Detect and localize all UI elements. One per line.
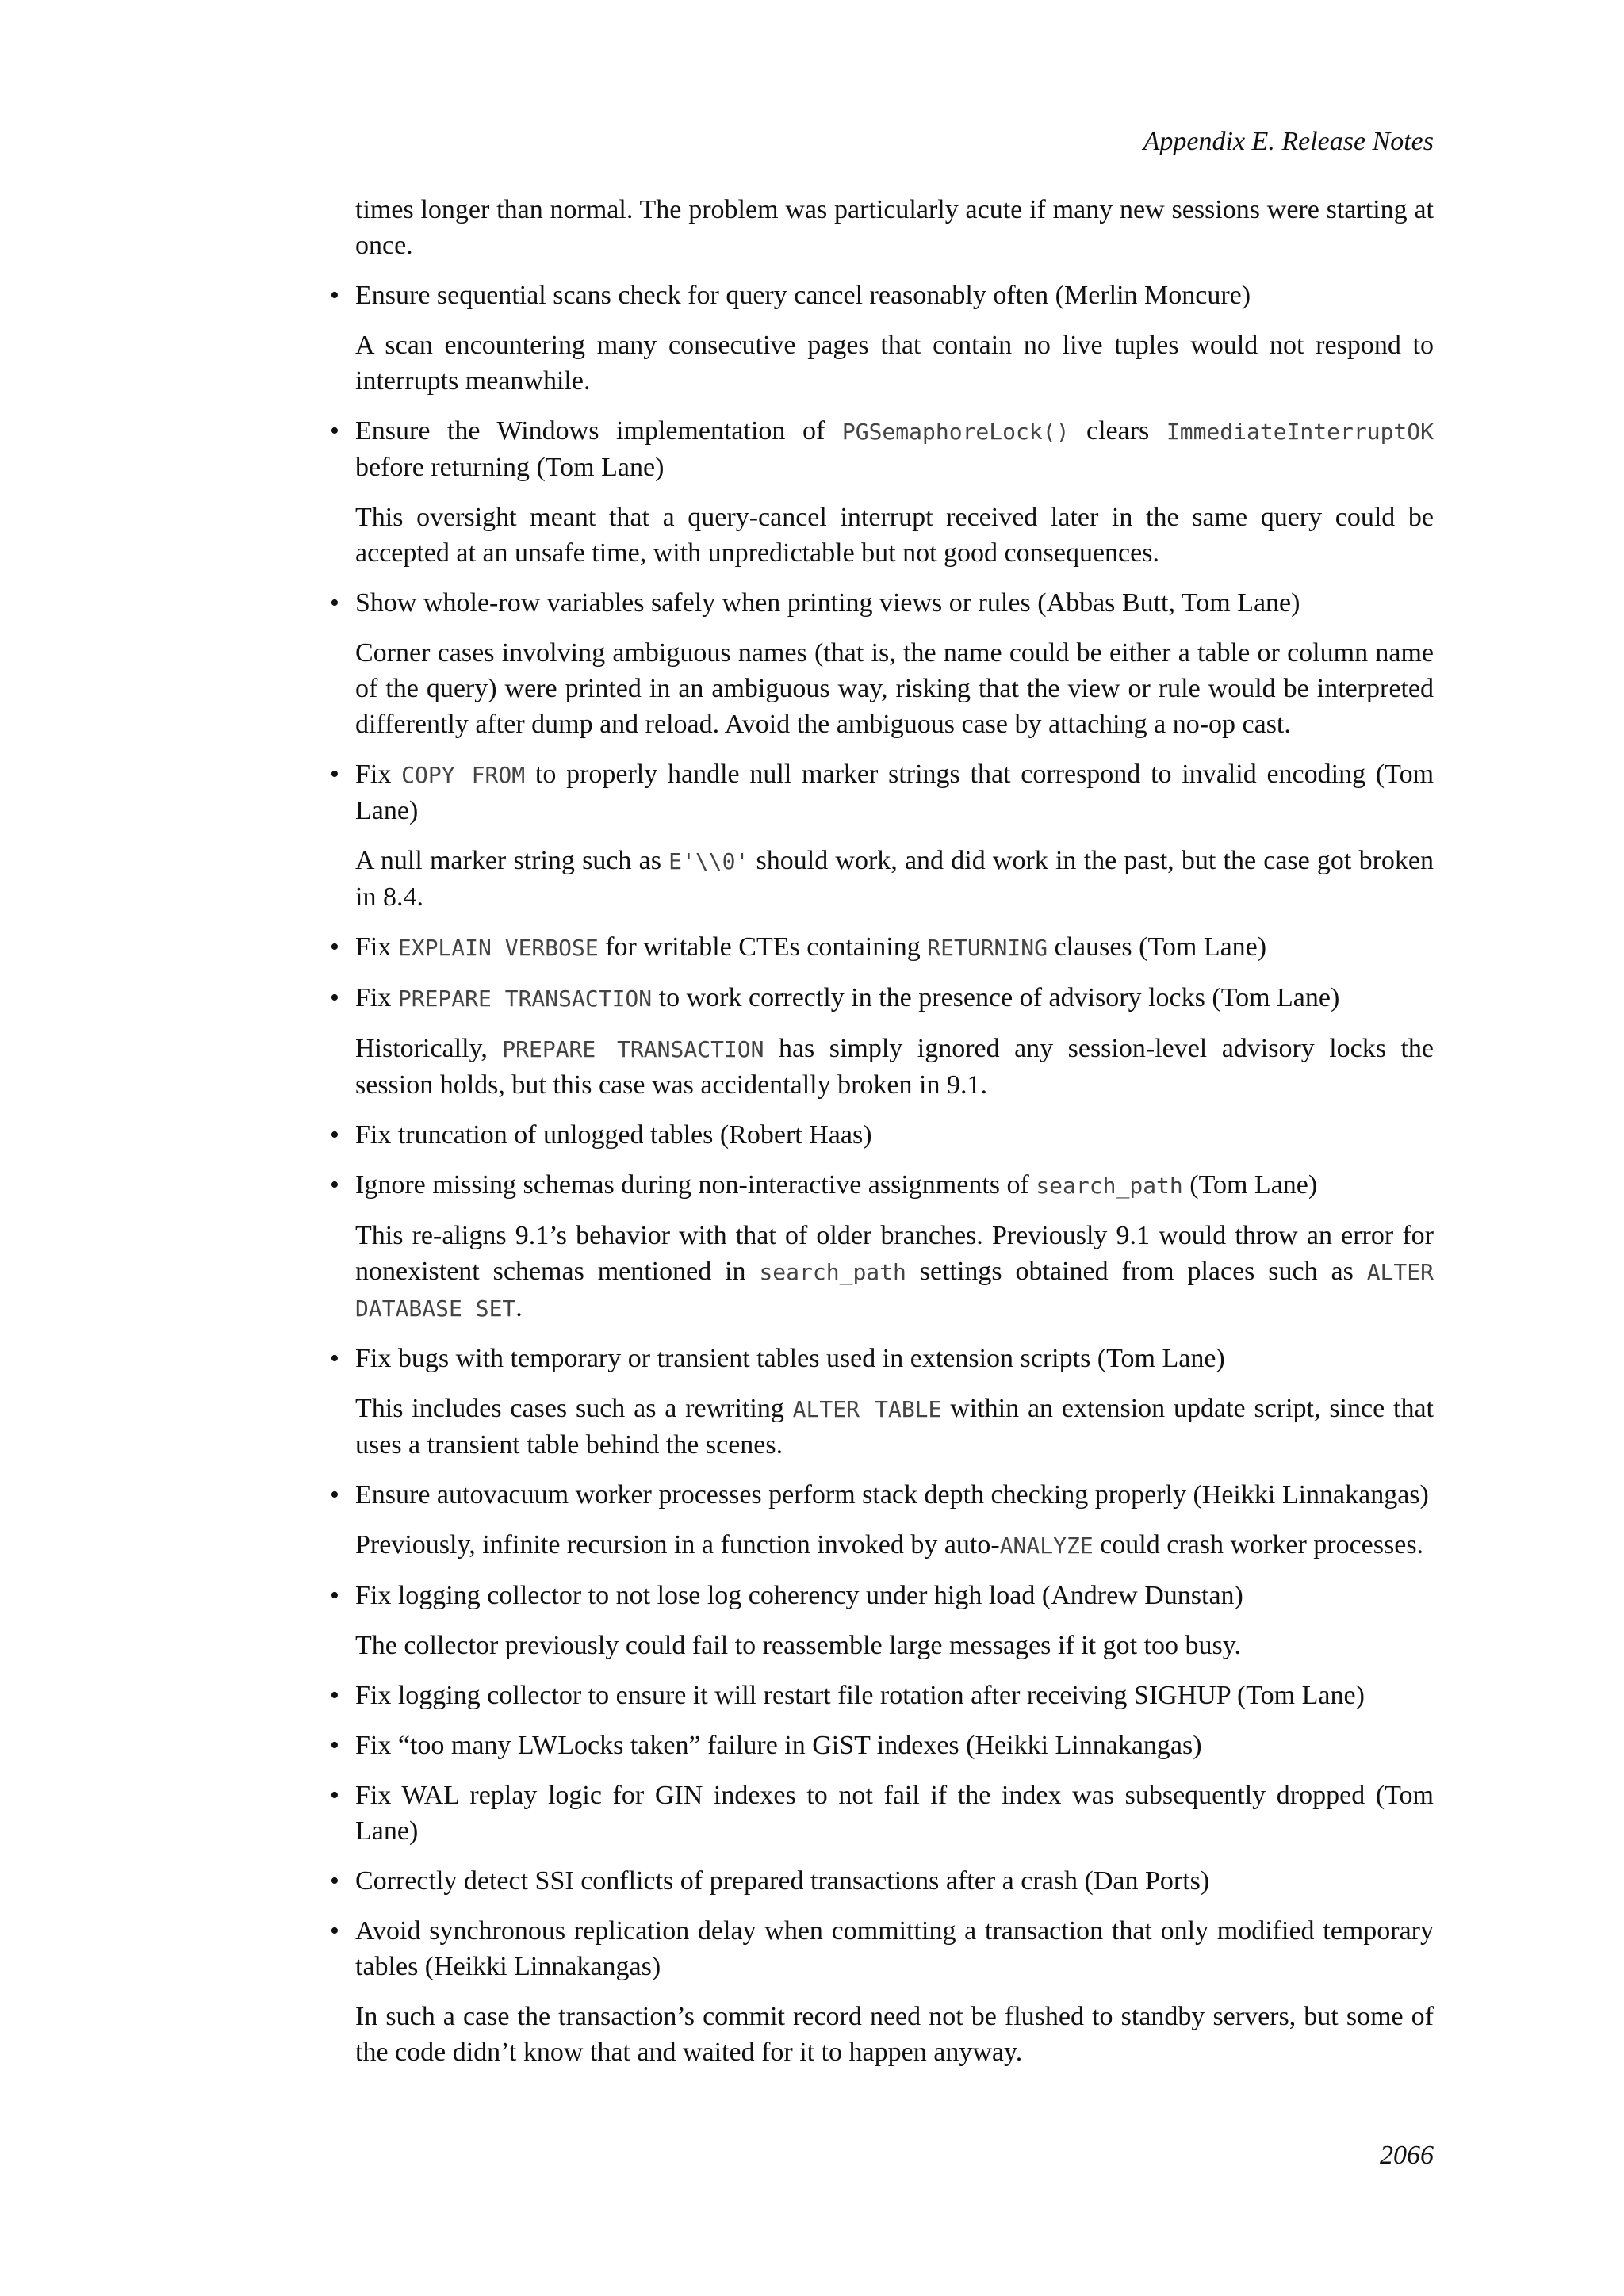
list-item (330, 929, 1434, 966)
list-item (330, 1167, 1434, 1203)
list-item (330, 756, 1434, 828)
bullet-icon: • (330, 1681, 339, 1710)
code-literal: ImmediateInterruptOK (1166, 419, 1434, 445)
bullet-icon: • (330, 1731, 339, 1760)
list-item (330, 1863, 1434, 1899)
list-item (330, 1341, 1434, 1376)
list-item (330, 413, 1434, 485)
bullet-icon: • (330, 1344, 339, 1373)
item-detail (355, 843, 1434, 915)
detail-text: within an extension update script, since that uses a transient table behind the scenes. (355, 1394, 1434, 1460)
item-detail (355, 1391, 1434, 1463)
list-item (330, 1678, 1434, 1713)
item-detail: In such a case the transaction’s commit record need not be flushed to standby servers, but some of the code didn’t know that and waited for it to happen anyway. (355, 2002, 1434, 2067)
item-label: Fix bugs with temporary or transient tables used in extension scripts (Tom Lane) (355, 1344, 1225, 1373)
item-detail: This oversight meant that a query-cancel interrupt received later in the same query could be accepted at an unsafe time, with unpredictable but not good consequences. (355, 503, 1434, 568)
detail-text: settings obtained from places such as (906, 1257, 1367, 1286)
detail-text: This includes cases such as a rewriting (355, 1394, 793, 1423)
list-item (330, 1777, 1434, 1849)
item-label: Avoid synchronous replication delay when committing a transaction that only modified temporary tables (Heikki Linnakangas) (355, 1916, 1434, 1981)
item-label: Correctly detect SSI conflicts of prepared transactions after a crash (Dan Ports) (355, 1866, 1210, 1896)
bullet-icon: • (330, 1170, 339, 1200)
item-label: clauses (Tom Lane) (1047, 932, 1267, 962)
item-label: Ensure autovacuum worker processes perform stack depth checking properly (Heikki Linnakangas) (355, 1480, 1429, 1510)
item-label: Fix truncation of unlogged tables (Robert Haas) (355, 1120, 872, 1150)
item-label: Fix WAL replay logic for GIN indexes to not fail if the index was subsequently dropped (Tom Lane) (355, 1781, 1434, 1846)
bullet-icon: • (330, 1581, 339, 1610)
code-literal: PREPARE TRANSACTION (397, 985, 653, 1012)
list-item (330, 980, 1434, 1016)
page-header: Appendix E. Release Notes (1143, 127, 1434, 156)
code-literal: E'\\0' (668, 848, 749, 874)
item-label: Ensure the Windows implementation of (355, 416, 842, 446)
item-label: Fix “too many LWLocks taken” failure in GiST indexes (Heikki Linnakangas) (355, 1731, 1202, 1760)
page-number: 2066 (1380, 2141, 1434, 2170)
bullet-icon: • (330, 1916, 339, 1946)
detail-text: This re-aligns 9.1’s behavior with that of older branches. Previously 9.1 would throw an error for nonexistent schemas mentioned in (355, 1221, 1434, 1286)
item-label: Fix (355, 932, 398, 962)
item-label: Show whole-row variables safely when printing views or rules (Abbas Butt, Tom Lane) (355, 588, 1300, 618)
bullet-icon: • (330, 416, 339, 446)
detail-text: . (515, 1293, 523, 1322)
item-label: Ignore missing schemas during non-interactive assignments of (355, 1170, 1036, 1200)
code-literal: EXPLAIN VERBOSE (397, 935, 599, 961)
code-literal: COPY FROM (401, 762, 526, 788)
bullet-icon: • (330, 1480, 339, 1510)
item-detail (355, 1527, 1434, 1563)
item-label: Fix (355, 983, 398, 1012)
bullet-icon: • (330, 1781, 339, 1810)
item-detail (355, 1031, 1434, 1103)
list-item (330, 277, 1434, 313)
item-label: Fix logging collector to not lose log coherency under high load (Andrew Dunstan) (355, 1581, 1243, 1610)
item-detail: Corner cases involving ambiguous names (that is, the name could be either a table or column name of the query) were printed in an ambiguous way, risking that the view or rule would be interpreted differently after dump and reload. Avoid the ambiguous case by attaching a no-op cast. (355, 638, 1434, 739)
item-label: Fix logging collector to ensure it will restart file rotation after receiving SIGHUP (Tom Lane) (355, 1681, 1365, 1710)
list-item (330, 1117, 1434, 1153)
bullet-icon: • (330, 760, 339, 789)
item-label: before returning (Tom Lane) (355, 453, 665, 482)
item-label: for writable CTEs containing (598, 932, 928, 962)
detail-text: should work, and did work in the past, but the case got broken in 8.4. (355, 846, 1434, 912)
detail-text: Previously, infinite recursion in a function invoked by auto- (355, 1530, 1000, 1559)
detail-text: A null marker string such as (355, 846, 669, 875)
item-label: clears (1069, 416, 1166, 446)
code-literal: RETURNING (927, 935, 1048, 961)
list-item (330, 585, 1434, 621)
list-item (330, 1728, 1434, 1763)
code-literal: search_path (1036, 1173, 1183, 1199)
bullet-icon: • (330, 1120, 339, 1150)
item-detail: A scan encountering many consecutive pages that contain no live tuples would not respond to interrupts meanwhile. (355, 331, 1434, 396)
item-label: Fix (355, 760, 402, 789)
item-label: (Tom Lane) (1182, 1170, 1318, 1200)
item-label: Ensure sequential scans check for query cancel reasonably often (Merlin Moncure) (355, 281, 1251, 310)
intro-paragraph: times longer than normal. The problem was particularly acute if many new sessions were starting at once. (355, 195, 1434, 260)
code-literal: ALTER TABLE (792, 1396, 942, 1422)
detail-text: Historically, (355, 1034, 503, 1063)
item-label: to work correctly in the presence of advisory locks (Tom Lane) (652, 983, 1340, 1012)
bullet-icon: • (330, 983, 339, 1012)
item-detail (355, 1218, 1434, 1326)
release-notes-content (330, 192, 1434, 2084)
item-label: to properly handle null marker strings that correspond to invalid encoding (Tom Lane) (355, 760, 1434, 825)
bullet-icon: • (330, 932, 339, 962)
list-item (330, 1578, 1434, 1613)
code-literal: ALTER DATABASE SET (355, 1259, 1434, 1322)
list-item (330, 1477, 1434, 1513)
bullet-icon: • (330, 1866, 339, 1896)
list-item (330, 1913, 1434, 1984)
bullet-icon: • (330, 281, 339, 310)
bullet-icon: • (330, 588, 339, 618)
code-literal: search_path (759, 1259, 906, 1285)
code-literal: PREPARE TRANSACTION (502, 1036, 764, 1062)
code-literal: ANALYZE (999, 1533, 1094, 1559)
code-literal: PGSemaphoreLock() (841, 419, 1070, 445)
detail-text: could crash worker processes. (1093, 1530, 1424, 1559)
detail-text: has simply ignored any session-level advisory locks the session holds, but this case was accidentally broken in 9.1. (355, 1034, 1434, 1100)
item-detail: The collector previously could fail to reassemble large messages if it got too busy. (355, 1631, 1241, 1660)
